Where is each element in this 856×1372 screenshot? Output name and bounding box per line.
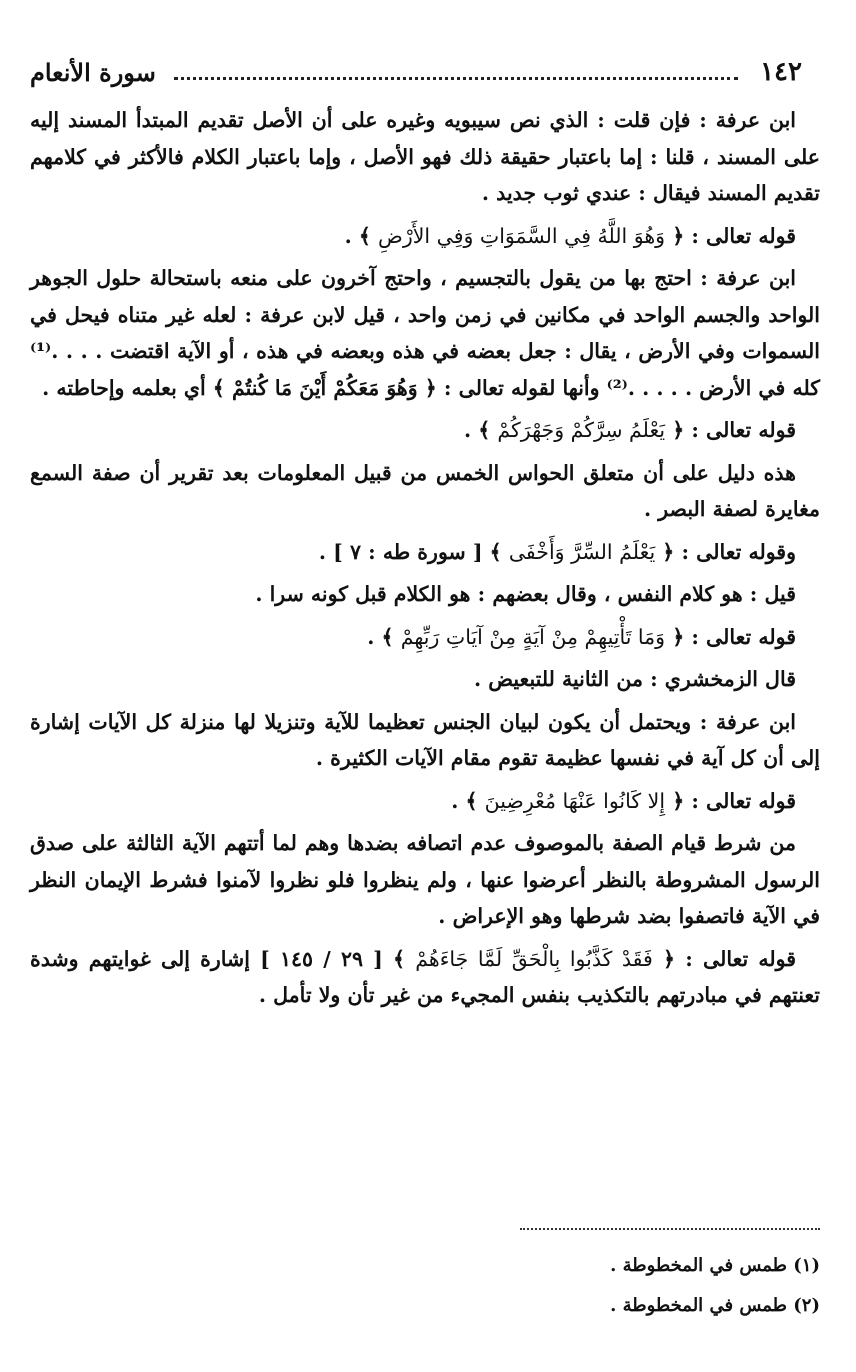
verse-paragraph [30, 412, 820, 449]
page-number: ١٤٢ [760, 57, 802, 87]
footnote: (٢) طمس في المخطوطة . [610, 1295, 820, 1316]
quran-quote: فَقَدْ كَذَّبُوا بِالْحَقِّ لَمَّا جَاءَهُمْ [415, 946, 653, 971]
commentary-paragraph: ابن عرفة : احتج بها من يقول بالتجسيم ، واحتج آخرون على منعه باستحالة حلول الجوهر الواحد والجسم الواحد في مكانين في زمن واحد ، قيل لابن عرفة : لعله غير متناه فيحل في السموات وفي الأرض ، يقال : جعل بعضه في هذه وبعضه في هذه ، أو الآية اقتضت . . . .⁽¹⁾ كله في الأرض . . . . .⁽²⁾ وأنها لقوله تعالى : ﴿ وَهُوَ مَعَكُمْ أَيْنَ مَا كُنتُمْ ﴾ أي بعلمه وإحاطته . [30, 266, 820, 400]
quran-quote: وَهُوَ اللَّهُ فِي السَّمَوَاتِ وَفِي الأَرْضِ [378, 223, 666, 248]
verse-outro: ﴾ [ ٢٩ / ١٤٥ ] إشارة إلى غوايتهم وشدة تعنتهم في مبادرتهم بالتكذيب بنفس المجيء من غير تأن ولا تأمل . [30, 946, 820, 1007]
verse-intro: قوله تعالى : ﴿ [652, 946, 796, 971]
quran-quote: يَعْلَمُ السِّرَّ وَأَخْفَى [508, 539, 656, 564]
footnotes [30, 1246, 820, 1326]
footnote: (١) طمس في المخطوطة . [610, 1255, 820, 1276]
commentary-paragraph: ابن عرفة : فإن قلت : الذي نص سيبويه وغيره على أن الأصل تقديم المبتدأ المسند إليه على المسند ، قلنا : إما باعتبار حقيقة ذلك فهو الأصل ، وإما باعتبار الكلام فالأكثر في كلامهم تقديم المسند فيقال : عندي ثوب جديد . [30, 108, 820, 205]
page-header [30, 50, 820, 94]
quran-quote: وَمَا تَأْتِيهِمْ مِنْ آيَةٍ مِنْ آيَاتِ رَبِّهِمْ [400, 624, 666, 649]
commentary-paragraph: قال الزمخشري : من الثانية للتبعيض . [473, 667, 796, 691]
verse-paragraph [30, 941, 820, 1014]
page [30, 50, 820, 1350]
verse-paragraph [30, 534, 820, 571]
header-dotted-rule [174, 77, 738, 80]
page-body [30, 102, 820, 1014]
quran-quote: يَعْلَمُ سِرَّكُمْ وَجَهْرَكُمْ [497, 418, 666, 442]
verse-intro: قوله تعالى : ﴿ [665, 418, 796, 442]
footnote-separator [520, 1228, 820, 1230]
verse-paragraph [30, 619, 820, 656]
verse-paragraph [30, 783, 820, 820]
verse-intro: قوله تعالى : ﴿ [665, 788, 796, 813]
verse-outro: ﴾ . [367, 624, 401, 649]
commentary-paragraph: ابن عرفة : ويحتمل أن يكون لبيان الجنس تعظيما للآية وتنزيلا لها منزلة كل الآيات إشارة إلى أن كل آية في نفسها عظيمة تقوم مقام الآيات الكثيرة . [30, 709, 820, 770]
quran-quote: إِلا كَانُوا عَنْهَا مُعْرِضِينَ [484, 788, 666, 813]
verse-intro: قوله تعالى : ﴿ [665, 223, 796, 248]
verse-outro: ﴾ . [344, 223, 379, 248]
verse-outro: ﴾ . [463, 418, 498, 442]
verse-intro: قوله تعالى : ﴿ [665, 624, 796, 649]
commentary-paragraph: هذه دليل على أن متعلق الحواس الخمس من قبيل المعلومات بعد تقرير أن صفة السمع مغايرة لصفة البصر . [30, 460, 820, 521]
verse-paragraph [30, 218, 820, 255]
verse-outro: ﴾ [ سورة طه : ٧ ] . [318, 539, 509, 564]
verse-intro: وقوله تعالى : ﴿ [655, 539, 796, 564]
commentary-paragraph: من شرط قيام الصفة بالموصوف عدم اتصافه بضدها وهم لما أتتهم الآية الثالثة على صدق الرسول المشروطة بالنظر أعرضوا عنها ، ولم ينظروا فلو نظروا لآمنوا فشرط الإيمان النظر في الآية فاتصفوا بضد شرطها وهو الإعراض . [30, 831, 820, 928]
verse-outro: ﴾ . [451, 788, 485, 813]
running-title: سورة الأنعام [30, 57, 156, 87]
commentary-paragraph: قيل : هو كلام النفس ، وقال بعضهم : هو الكلام قبل كونه سرا . [255, 582, 796, 606]
